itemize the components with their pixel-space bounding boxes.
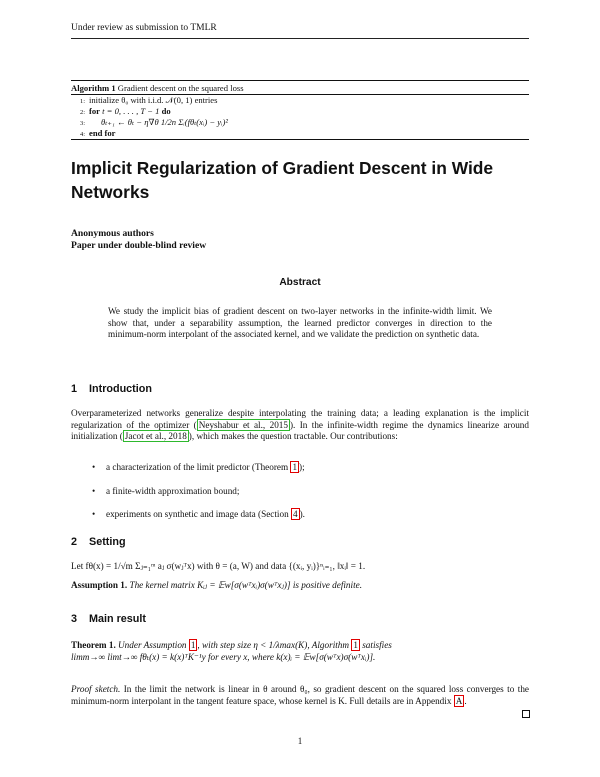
author-block (71, 228, 206, 251)
appendix-ref-link[interactable]: A (455, 695, 463, 706)
list-item-text: a finite-width approximation bound; (106, 486, 240, 496)
algorithm-line (71, 95, 529, 106)
theorem-line (71, 640, 529, 652)
paper-title: Implicit Regularization of Gradient Descent in Wide Networks (71, 158, 494, 202)
assumption-text: The kernel matrix Kᵢⱼ = 𝔼w[σ(wᵀxᵢ)σ(wᵀxⱼ)] is positive definite. (129, 580, 363, 590)
review-line: Paper under double-blind review (71, 239, 207, 251)
line-text: t = 0, . . . , T − 1 (102, 106, 160, 116)
section-number: 2 (71, 536, 78, 548)
proof-label: Proof sketch. (71, 684, 121, 694)
section-heading-setting (71, 536, 126, 548)
list-item-text: a characterization of the limit predictor (Theorem (106, 462, 291, 472)
section-heading-introduction (71, 383, 152, 395)
intro-text: Overparameterized networks generalize despite interpolating the training data; a leading explanation is the implicit regularization of the optimizer ( (71, 408, 529, 430)
algorithm-label: Algorithm 1 (71, 83, 116, 93)
section-heading-main-result (71, 613, 146, 625)
algorithm-line (71, 117, 529, 128)
setting-definition: Let fθ(x) = 1/√m Σⱼ₌₁ᵐ aⱼ σ(wⱼᵀx) with θ = (a, W) and data {(xᵢ, yᵢ)}ⁿᵢ₌₁, ‖xᵢ‖ = 1. (71, 561, 366, 571)
author-line: Anonymous authors (71, 228, 154, 239)
page-number: 1 (297, 736, 303, 746)
qed-box-icon (522, 710, 530, 718)
list-item-text: ). (299, 509, 305, 519)
intro-paragraph (71, 408, 529, 443)
algorithm-caption (71, 81, 529, 94)
line-text: initialize θ₀ with i.i.d. 𝒩(0, 1) entries (89, 95, 218, 105)
section-title: Introduction (89, 383, 152, 395)
algorithm-line (71, 106, 529, 117)
section-number: 3 (71, 613, 78, 625)
list-item-text: ); (299, 462, 305, 472)
algorithm-bottom-rule (71, 139, 529, 140)
citation-link[interactable]: Jacot et al., 2018 (124, 431, 187, 441)
theorem-1 (71, 640, 529, 663)
theorem-text: satisfies (359, 640, 392, 650)
theorem-ref-link[interactable]: 1 (292, 462, 298, 472)
citation-link[interactable]: Neyshabur et al., 2015 (198, 419, 288, 430)
keyword-do: do (161, 106, 171, 116)
algorithm-line (71, 128, 529, 139)
theorem-label: Theorem 1. (71, 640, 116, 650)
line-text: θₜ₊₁ ← θₜ − η∇θ 1/2n Σᵢ(fθₜ(xᵢ) − yᵢ)² (101, 117, 228, 127)
line-number: 4: (79, 131, 85, 138)
intro-text: ), which makes the question tractable. Our contributions: (188, 431, 398, 441)
proof-text: In the limit the network is linear in θ around θ₀, so gradient descent on the squared loss converges to the minimum-norm interpolant in the tangent feature space, whose kernel is K. Full details are in Appendix (71, 684, 529, 706)
assumption-ref-link[interactable]: 1 (190, 640, 196, 650)
keyword-for: for (89, 106, 100, 116)
assumption-label: Assumption 1. (71, 580, 128, 590)
abstract-heading: Abstract (279, 277, 321, 288)
line-number: 3: (79, 120, 85, 127)
list-item-text: experiments on synthetic and image data (Section (106, 509, 291, 519)
section-title: Main result (89, 613, 146, 625)
abstract-text: We study the implicit bias of gradient descent on two-layer networks in the infinite-width limit. We show that, under a separability assumption, the learned predictor converges in direction to the minimum-norm interpolant of the associated kernel, and we validate the prediction on synthetic data. (108, 306, 492, 339)
theorem-text: , with step size η < 1/λmax(K), Algorithm (197, 640, 352, 650)
list-item: • a finite-width approximation bound; (92, 486, 240, 496)
list-item: • experiments on synthetic and image data (Section 4 ). (92, 509, 305, 519)
section-ref-link[interactable]: 4 (292, 509, 298, 519)
proof-text: . (464, 695, 467, 706)
theorem-statement-line: limm→∞ limt→∞ fθₜ(x) = k(x)ᵀK⁻¹y for every x, where k(x)ᵢ = 𝔼w[σ(wᵀx)σ(wᵀxᵢ)]. (71, 651, 376, 662)
section-number: 1 (71, 383, 78, 395)
proof-sketch (71, 684, 529, 707)
list-item: • a characterization of the limit predictor (Theorem 1 ); (92, 462, 305, 472)
intro-text: ). In the infinite-width regime the dynamics linearize around initialization ( (71, 419, 529, 441)
keyword-end-for: end for (89, 128, 116, 138)
algorithm-box (71, 80, 529, 140)
running-head: Under review as submission to TMLR (71, 23, 217, 33)
algorithm-ref-link[interactable]: 1 (353, 640, 358, 650)
section-title: Setting (89, 536, 126, 548)
algorithm-caption-text: Gradient descent on the squared loss (117, 83, 244, 93)
line-number: 1: (79, 98, 85, 105)
header-rule (71, 38, 529, 39)
theorem-text: Under Assumption (118, 640, 189, 650)
assumption-1 (71, 580, 529, 592)
line-number: 2: (79, 109, 85, 116)
